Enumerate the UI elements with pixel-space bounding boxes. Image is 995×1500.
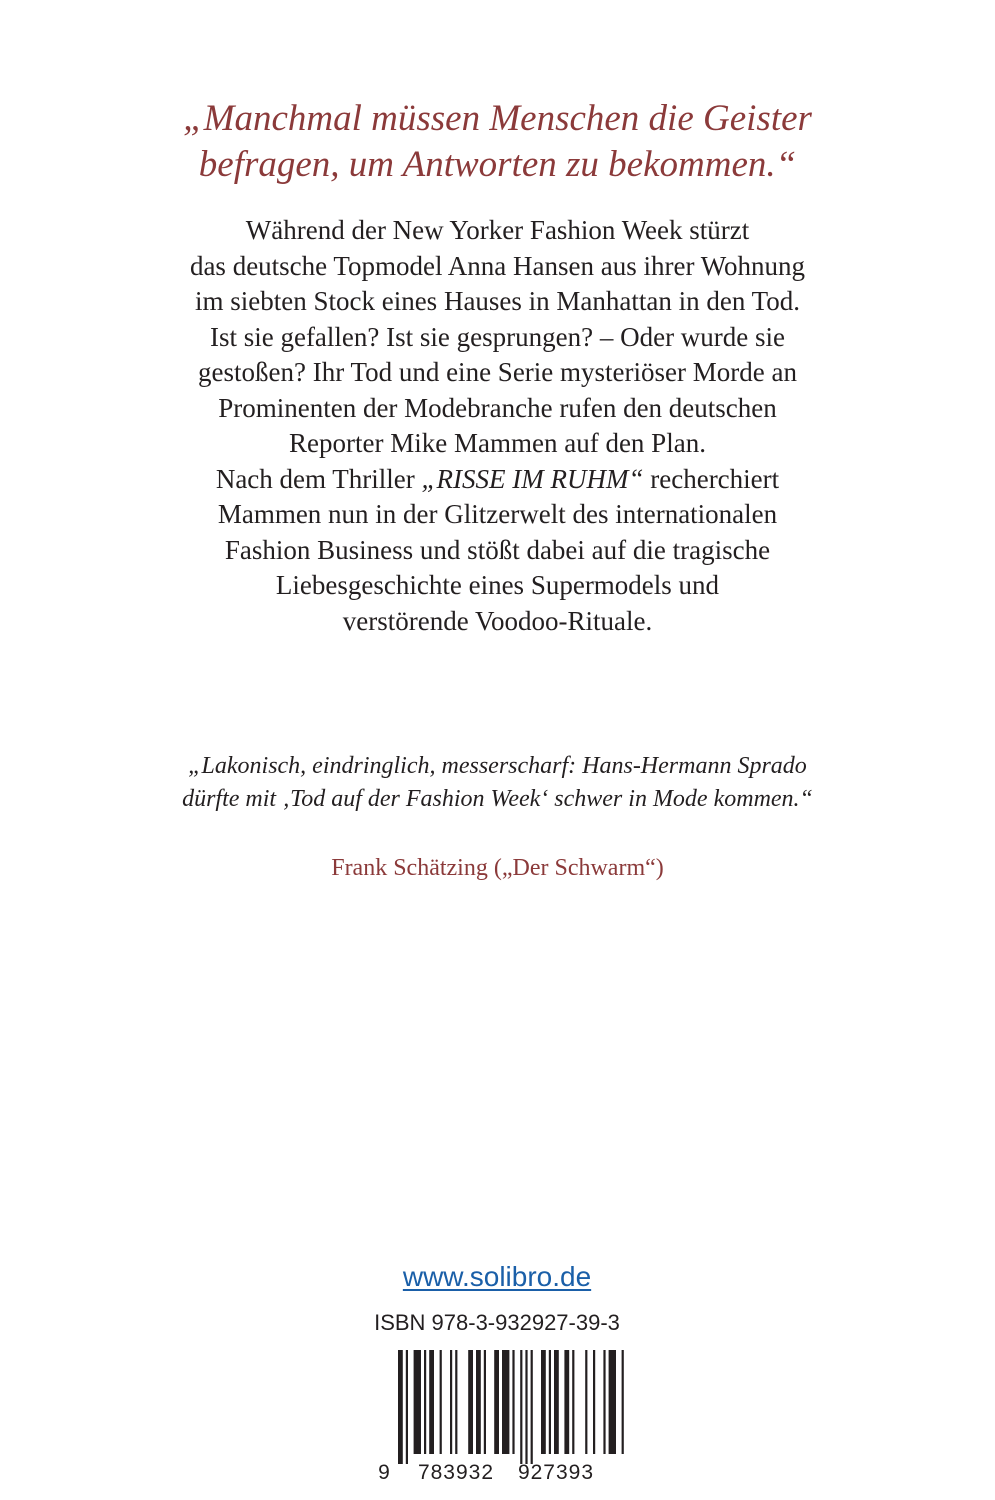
barcode-bar	[564, 1350, 569, 1454]
blurb-line: verstörende Voodoo-Rituale.	[342, 605, 653, 636]
lead-quote-line: befragen, um Antworten zu bekommen.“	[198, 144, 797, 185]
barcode-bar	[450, 1350, 452, 1454]
barcode-bar	[512, 1350, 514, 1454]
blurb-line: Fashion Business und stößt dabei auf die tragische	[224, 534, 771, 565]
blurb-line: Ist sie gefallen? Ist sie gesprungen? – Oder wurde sie	[209, 321, 786, 352]
barcode-bar	[502, 1350, 509, 1454]
barcode-digits-right: 927393	[517, 1461, 595, 1484]
barcode-bar	[609, 1350, 616, 1454]
barcode-digit-first: 9	[378, 1461, 390, 1484]
barcode-bar	[541, 1350, 546, 1454]
barcode-bar	[622, 1350, 624, 1454]
review-author: Frank Schätzing („Der Schwarm“)	[331, 855, 664, 881]
barcode-bar	[603, 1350, 605, 1454]
blurb-line: gestoßen? Ihr Tod und eine Serie mysteriöser Morde an	[198, 357, 797, 387]
blurb-line: das deutsche Topmodel Anna Hansen aus ihrer Wohnung	[189, 250, 806, 281]
blurb-line: Mammen nun in der Glitzerwelt des internationalen	[217, 499, 778, 529]
barcode-bar	[468, 1350, 473, 1454]
blurb-line: Prominenten der Modebranche rufen den deutschen	[218, 392, 777, 423]
barcode-digits-left: 783932	[417, 1461, 495, 1484]
lead-quote	[0, 96, 995, 188]
barcode	[372, 1346, 624, 1484]
website-link[interactable]: www.solibro.de	[402, 1261, 592, 1292]
barcode-bar	[398, 1350, 403, 1464]
barcode-bar	[494, 1350, 499, 1454]
barcode-bar	[585, 1350, 587, 1454]
barcode-graphic	[372, 1346, 624, 1484]
barcode-bars	[398, 1350, 624, 1464]
blurb	[0, 213, 995, 639]
barcode-bar	[429, 1350, 434, 1454]
blurb-line: Reporter Mike Mammen auf den Plan.	[289, 428, 706, 458]
barcode-bar	[572, 1350, 574, 1454]
barcode-bar	[593, 1350, 595, 1454]
blurb-line	[0, 462, 995, 498]
blurb-text: Nach dem Thriller	[215, 463, 422, 494]
barcode-bar	[554, 1350, 559, 1454]
barcode-bar	[525, 1350, 527, 1464]
isbn-number: ISBN 978-3-932927-39-3	[374, 1310, 620, 1335]
previous-book-title: „RISSE IM RUHM“	[421, 463, 644, 494]
review-line: dürfte mit ‚Tod auf der Fashion Week‘ schwer in Mode kommen.“	[182, 786, 813, 812]
barcode-bar	[406, 1350, 408, 1464]
review-line: „Lakonisch, eindringlich, messerscharf: Hans-Hermann Sprado	[188, 753, 807, 779]
barcode-bar	[455, 1350, 457, 1454]
lead-quote-line: „Manchmal müssen Menschen die Geister	[183, 98, 812, 139]
barcode-bar	[520, 1350, 522, 1464]
barcode-bar	[440, 1350, 442, 1454]
review-quote	[0, 750, 995, 816]
barcode-bar	[549, 1350, 551, 1454]
blurb-line: im siebten Stock eines Hauses in Manhattan in den Tod.	[194, 286, 800, 316]
blurb-line: Liebesgeschichte eines Supermodels und	[275, 570, 720, 600]
barcode-bar	[476, 1350, 481, 1454]
barcode-bar	[531, 1350, 533, 1464]
barcode-bar	[414, 1350, 421, 1454]
blurb-text: recherchiert	[643, 463, 780, 494]
barcode-bar	[484, 1350, 486, 1454]
blurb-line: Während der New Yorker Fashion Week stürzt	[245, 215, 750, 245]
barcode-bar	[424, 1350, 426, 1454]
